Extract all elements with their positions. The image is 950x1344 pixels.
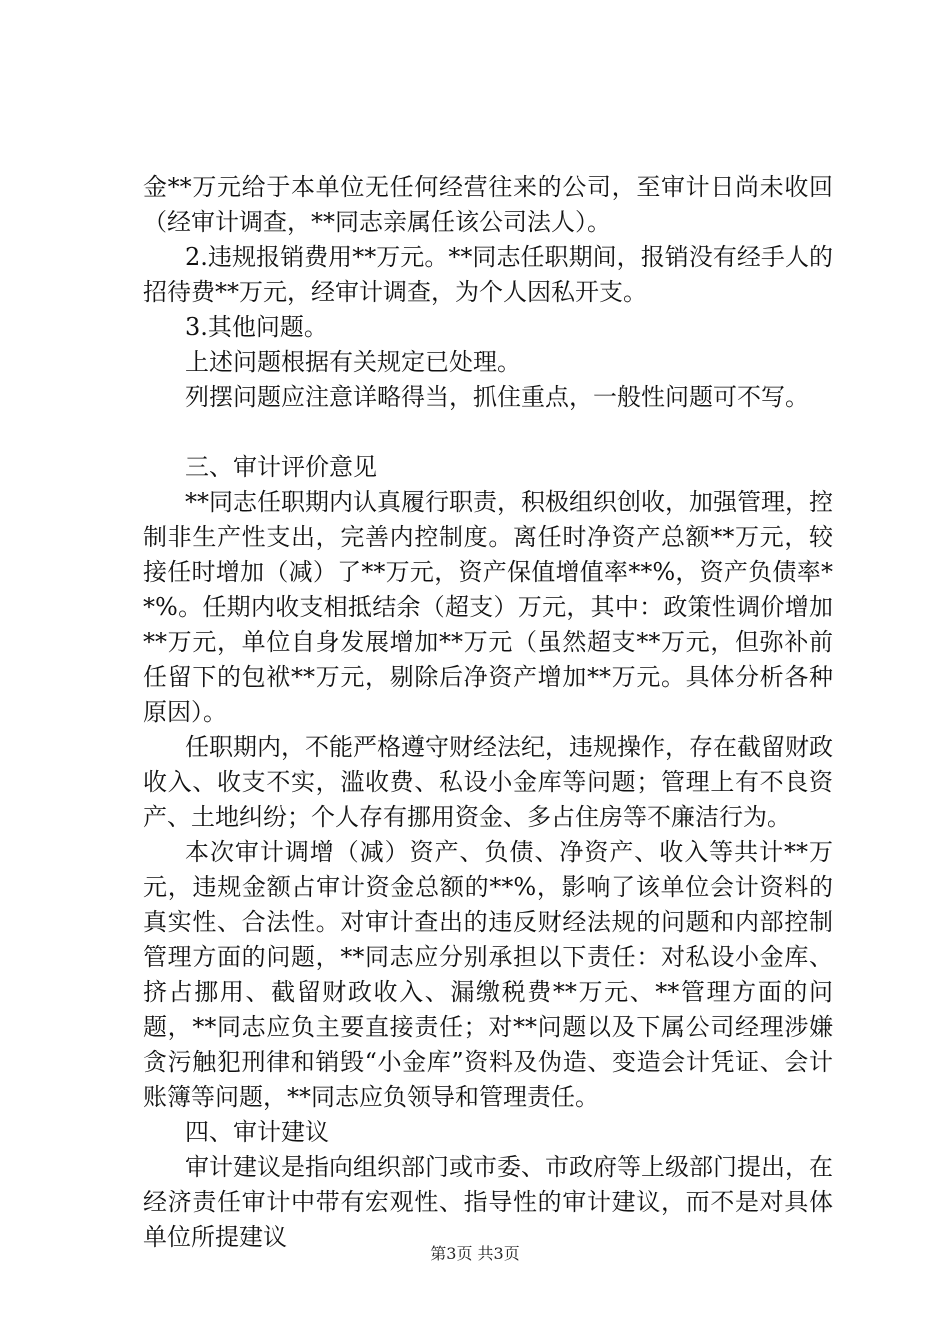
paragraph-continuation: 金**万元给于本单位无任何经营往来的公司，至审计日尚未收回（经审计调查，**同志亲属任该公司法人）。: [143, 173, 833, 236]
page-number-footer: 第3页 共3页: [430, 1244, 520, 1263]
section-heading-audit-evaluation: 三、审计评价意见: [185, 453, 377, 481]
section-gap: [143, 415, 833, 450]
paragraph-evaluation-issues: 任职期内，不能严格遵守财经法纪，违规操作，存在截留财政收入、收支不实，滥收费、私设小金库等问题；管理上有不良资产、土地纠纷；个人存有挪用资金、多占住房等不廉洁行为。: [143, 733, 833, 831]
document-body: [143, 170, 833, 1255]
paragraph-writing-tip: 列摆问题应注意详略得当，抓住重点，一般性问题可不写。: [185, 383, 809, 411]
paragraph-item-2: 2.违规报销费用**万元。**同志任职期间，报销没有经手人的招待费**万元，经审计调查，为个人因私开支。: [143, 243, 833, 306]
paragraph-suggestions: 审计建议是指向组织部门或市委、市政府等上级部门提出，在经济责任审计中带有宏观性、指导性的审计建议，而不是对具体单位所提建议: [143, 1153, 833, 1251]
paragraph-evaluation-responsibility: 本次审计调增（减）资产、负债、净资产、收入等共计**万元，违规金额占审计资金总额的**%，影响了该单位会计资料的真实性、合法性。对审计查出的违反财经法规的问题和内部控制管理方面的问题，**同志应分别承担以下责任：对私设小金库、挤占挪用、截留财政收入、漏缴税费**万元、**管理方面的问题，**同志应负主要直接责任；对**问题以及下属公司经理涉嫌贪污触犯刑律和销毁“小金库”资料及伪造、变造会计凭证、会计账簿等问题，**同志应负领导和管理责任。: [143, 838, 833, 1111]
paragraph-evaluation-summary: **同志任职期内认真履行职责，积极组织创收，加强管理，控制非生产性支出，完善内控制度。离任时净资产总额**万元，较接任时增加（减）了**万元，资产保值增值率**%，资产负债率**%。任期内收支相抵结余（超支）万元，其中：政策性调价增加**万元，单位自身发展增加**万元（虽然超支**万元，但弥补前任留下的包袱**万元，剔除后净资产增加**万元。具体分析各种原因）。: [143, 488, 833, 726]
paragraph-item-3: 3.其他问题。: [185, 313, 328, 341]
section-heading-audit-suggestions: 四、审计建议: [185, 1118, 329, 1146]
paragraph-handled-note: 上述问题根据有关规定已处理。: [185, 348, 521, 376]
